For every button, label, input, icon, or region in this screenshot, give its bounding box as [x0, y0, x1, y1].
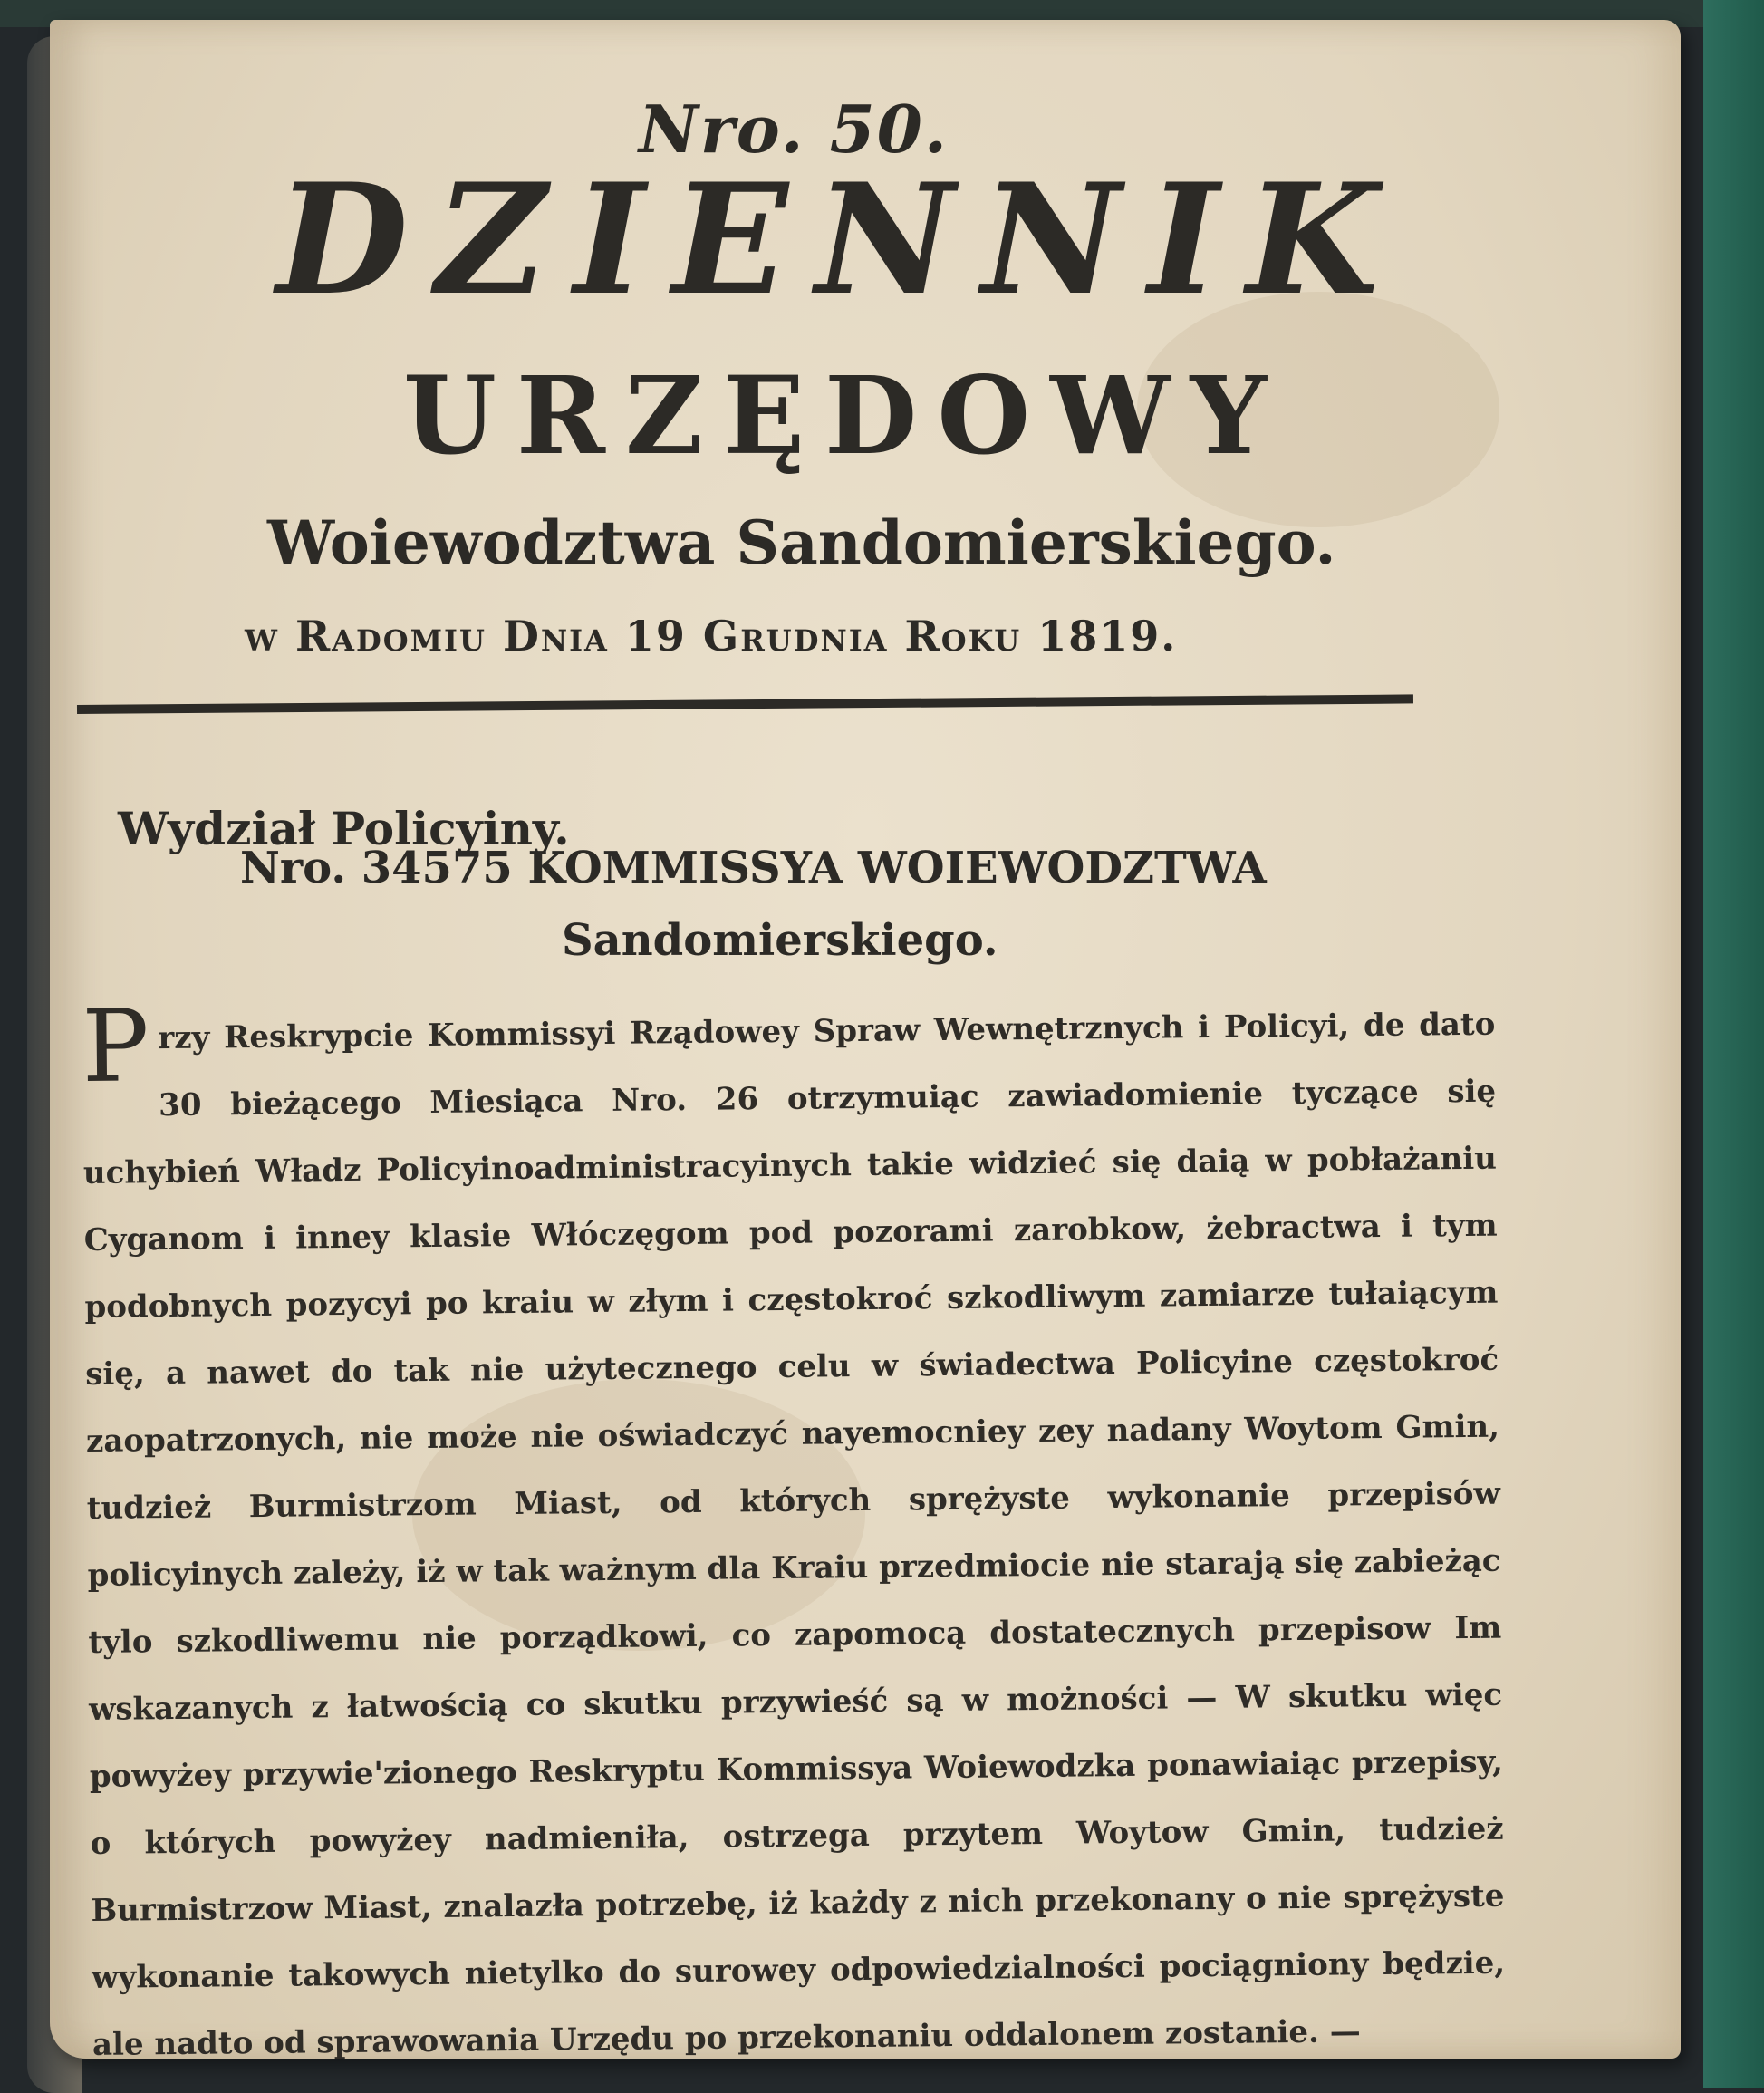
newspaper-title: DZIENNIK	[276, 150, 1406, 329]
scan-background-right	[1703, 0, 1764, 2088]
notice-body-text: rzy Reskrypcie Kommissyi Rządowey Spraw Wewnętrznych i Policyi, de dato 30 bieżącego Miesiąca Nro. 26 otrzymuiąc zawiadomienie tyczące się uchybień Władz Policyinoadministracyinych takie widzieć się daią w pobłażaniu Cyganom i inney klasie Włóczęgom pod pozorami zarobkow, żebractwa i tym podobnych pozycyi po kraiu w złym i częstokroć szkodliwym zamiarze tułaiącym się, a nawet do tak nie użytecznego celu w świadectwa Policyine częstokroć zaopatrzonych, nie może nie oświadczyć nayemocniey zey nadany Woytom Gmin, tudzież Burmistrzom Miast, od których sprężyste wykonanie przepisów policyinych zależy, iż w tak ważnym dla Kraiu przedmiocie nie starają się zabieżąc tylo szkodliwemu nie porządkowi, co zapomocą dostatecznych przepisow Im wskazanych z łatwością co skutku przywieść są w możności — W skutku więc powyżey przywie'zionego Reskryptu Kommissya Woiewodzka ponawiaiąc przepisy, o których powyżey nadmieniła, ostrzega przytem Woytow Gmin, tudzież Burmistrzow Miast, znalazła potrzebę, iż każdy z nich przekonany o nie sprężyste wykonanie takowych nietylko do surowey odpowiedzialności pociągniony będzie, ale nadto od sprawowania Urzędu po przekonaniu oddalonem zostanie. —	[82, 1006, 1506, 2063]
region-line: Woiewodztwa Sandomierskiego.	[267, 507, 1336, 578]
newspaper-subtitle: URZĘDOWY	[403, 352, 1287, 478]
issue-number: Nro. 50.	[639, 91, 949, 168]
dateline: w Radomiu Dnia 19 Grudnia Roku 1819.	[245, 612, 1178, 661]
notice-body	[81, 988, 1506, 2079]
commission-region: Sandomierskiego.	[562, 915, 998, 966]
drop-cap: P	[81, 988, 150, 1104]
commission-reference: Nro. 34575 KOMMISSYA WOIEWODZTWA	[240, 843, 1267, 893]
department-heading: Wydział Policyiny.	[118, 802, 570, 855]
